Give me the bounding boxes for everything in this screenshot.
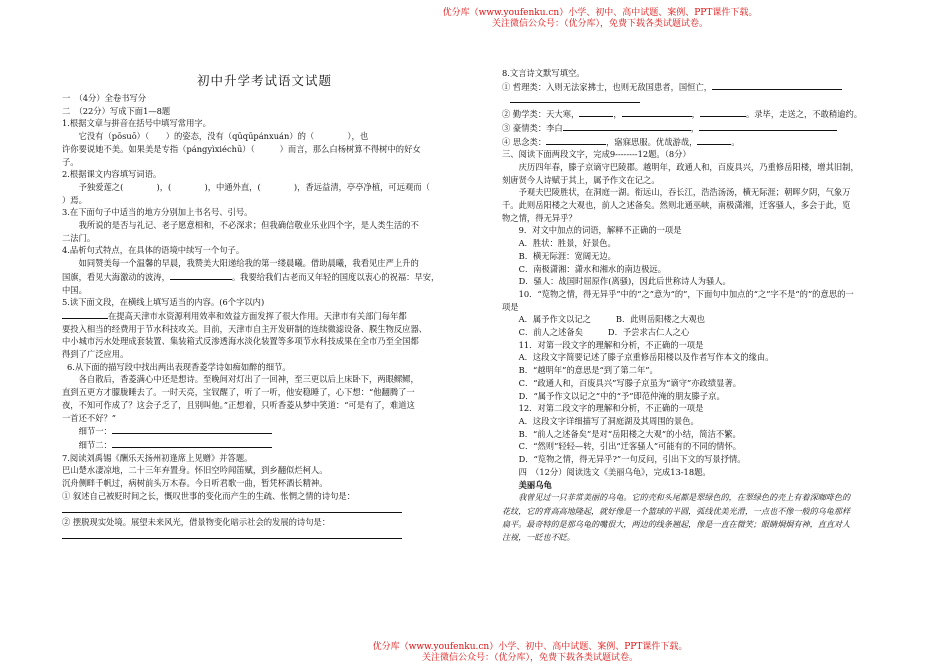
passage-1-line-a: 庆历四年春，滕子京谪守巴陵郡。越明年，政通人和，百废具兴，乃重修岳阳楼，增其旧制， (518, 161, 859, 172)
question-10: 10．“览物之情，得无异乎”中的“之”意为“的”，下面句中加点的“之”字不是“的”的意思的一 (518, 288, 854, 299)
answer-line (62, 529, 467, 543)
question-1-line-a: 它没有（pōsuō）（ ）的姿态，没有（qūqūpánxuán）的（ ），也 (78, 131, 369, 142)
question-4-text-2: 。我要给我们古老而又年轻的国度以衷心的祝福：早安， (231, 271, 440, 282)
answer-blank[interactable] (62, 529, 402, 539)
option-9d: D．骚人：战国时屈原作(离骚)，因此后世称诗人为骚人。 (518, 276, 731, 287)
answer-blank[interactable] (700, 107, 746, 117)
option-11d: D．“属予作文以记之”中的“予”即范仲淹的朋友滕子京。 (518, 390, 725, 401)
question-5-text: 在提高天津市水资源利用效率和效益方面发挥了很大作用。天津市有关部门每年都 (108, 310, 407, 321)
answer-blank[interactable] (112, 424, 272, 434)
option-9c: C．南极潇湘：潇水和湘水的南边极远。 (518, 263, 666, 274)
passage-1-line-b: 刻唐贤今人诗赋于其上，属予作文在记之。 (502, 174, 660, 185)
question-8-text-b1: ② 勤学类：天大寒， (502, 109, 580, 120)
answer-blank[interactable] (546, 135, 606, 145)
question-4-line-c: 中国。 (62, 284, 87, 295)
answer-line (502, 93, 927, 107)
question-6: 6.从下面的描写段中找出两出表现香菱学诗如痴如醉的细节。 (66, 361, 291, 372)
question-8-text-a: ① 哲理类：入则无法家拂士，也则无敌国患者，国恒亡， (502, 81, 713, 92)
question-12: 12．对第二段文字的理解和分析，不正确的一项是 (518, 403, 704, 414)
option-9a: A．胜状：胜景，好景色。 (518, 238, 616, 249)
option-12a: A．这段文字详细描写了洞庭湖及其周围的景色。 (518, 415, 699, 426)
question-8-text-d2: ，寤寐思服。优哉游哉， (606, 136, 698, 147)
question-8-text-b4: 。录毕，走送之，不敢稍逾约。 (745, 109, 863, 120)
question-8-line-b (502, 107, 927, 121)
story-line-3: 扁平。最奇特的是那乌龟的嘴很大，两边的线条翘起，像是一直在微笑；眼睛炯炯有神，直直对人 (502, 518, 851, 529)
section-one-heading: 一 （4分）全卷书写分 (62, 93, 147, 103)
header-line-2: 关注微信公众号：（优分库），免费下载各类试题试卷。 (491, 19, 708, 29)
question-9: 9．对文中加点的词语，解释不正确的一项是 (518, 225, 682, 236)
section-three-heading: 三、阅读下面两段文字，完成9--------12题。（8分） (502, 149, 691, 160)
question-2: 2.根据课文内容填写词语。 (62, 169, 162, 180)
detail-one-label: 细节一： (78, 426, 112, 437)
footer-line-1: 优分库（www.youfenku.cn）小学、初中、高中试题、案例、PPT课件下载。 (372, 642, 688, 652)
option-10cd: C．前人之述备矣 D．予尝求古仁人之心 (518, 327, 690, 338)
question-2-line-a: 予独爱莲之( )，( )，中通外直，( )，香远益清，亭亭净植，可远观而（ (78, 181, 430, 192)
section-two-heading: 二 （22分）写成下面1—8题 (62, 105, 171, 116)
question-2-line-b: ）焉。 (62, 194, 87, 205)
option-12b: B．“前人之述备矣”是对“岳阳楼之大观”的小结，简洁不繁。 (518, 428, 741, 439)
question-6-line-c: 夜，不知可作成了？这会子乏了，且别叫他。”正想着，只听香菱从梦中笑道：“可是有了，难道这 (62, 399, 415, 410)
option-11c: C．“政通人和，百废具兴”写滕子京虽为“谪守”亦政绩显著。 (518, 377, 742, 388)
poem-line-1: 巴山楚水凄凉地，二十三年弃置身。怀旧空吟闻笛赋，到乡翻似烂柯人。 (62, 465, 328, 476)
question-3-line-a: 我所说的是否与礼记、老子愿意相和，不必深求；但我确信敬业乐业四个字，是人类生活的不 (78, 220, 419, 231)
question-5-line-d: 得到了广泛应用。 (62, 349, 129, 360)
answer-blank[interactable] (170, 270, 232, 280)
question-8-text-d1: ④ 思念类： (502, 136, 547, 147)
detail-one-line (62, 424, 467, 438)
footer-line-2: 关注微信公众号：（优分库），免费下载各类试题试卷。 (421, 653, 638, 663)
question-10-line-b: 项是 (502, 301, 519, 312)
option-9b: B．横无际涯：宽阔无边。 (518, 250, 616, 261)
question-5-line-a (62, 309, 467, 323)
right-column (502, 67, 927, 544)
answer-blank[interactable] (622, 107, 692, 117)
comma: ， (690, 122, 700, 133)
question-4-line-b (62, 270, 467, 284)
passage-2-line-c: 物之情，得无异乎？ (502, 212, 577, 223)
answer-blank[interactable] (697, 135, 731, 145)
question-1-line-b: 许你要说她不美。如果美是专指（pángyìxiéchū）（ ）而言，那么白杨树算不得树中的好女 (62, 143, 421, 154)
question-6-line-b: 直到五更方才朦胧睡去了。一时天亮，宝钗醒了，听了一听，他安稳睡了，心下想：“他翻腾了一 (62, 387, 415, 398)
option-12c: C．“然则”轻轻—转，引出“迁客骚人”可能有的不同的情怀。 (518, 441, 742, 452)
comma: ， (691, 109, 700, 120)
question-5-line-c: 中小城市污水处理成套装置、集装箱式反渗透海水淡化装置等多项节水科技成果在全市乃至全国都 (62, 336, 419, 347)
answer-blank[interactable] (62, 503, 402, 513)
detail-two-line (62, 438, 467, 452)
answer-blank[interactable] (112, 438, 272, 448)
question-5: 5.读下面文段，在横线上填写适当的内容。(6个字以内) (62, 297, 265, 308)
header-line-1: 优分库（www.youfenku.cn）小学、初中、高中试题、案例、PPT课件下载。 (442, 8, 758, 18)
option-12d: D．“览物之情，得无异乎?”一句反问，引出下文的写景抒情。 (518, 454, 746, 465)
option-11a: A．这段文字简要记述了滕子京重修岳阳楼以及作者写作本文的缘由。 (518, 352, 774, 363)
question-5-line-b: 要投入相当的经费用于节水科技攻关。目前，天津市自主开发研制的连续微滤设备、膜生物反应器、 (62, 323, 428, 334)
question-1-line-c: 子。 (62, 156, 79, 167)
question-4-line-a: 如同赞美每一个温馨的早晨，我赞美大阳递给我的第一缕晨曦。借助晨曦，我看见庄严上升的 (78, 258, 419, 269)
answer-blank[interactable] (579, 107, 613, 117)
poem-line-2: 沉舟侧畔千帆过，病树前头万木春。今日听君歌一曲，暂凭杯酒长精神。 (62, 478, 328, 489)
question-3: 3.在下面句子中适当的地方分别加上书名号、引号。 (62, 207, 253, 218)
question-6-line-d: 一首还不好？” (62, 412, 117, 423)
passage-2-line-b: 千。此则岳阳楼之大观也，前人之述备矣。然则北通巫峡，南极潇湘，迁客骚人，多会于此，览 (502, 200, 851, 211)
answer-blank[interactable] (563, 121, 691, 131)
exam-title: 初中升学考试语文试题 (196, 73, 332, 88)
story-line-4: 注视，一眨也不眨。 (502, 532, 575, 543)
story-line-2: 花纹，它的背高高地隆起，就好像是一个篮球的半圆，弧线优美光滑，一点也不像一般的乌龟那样 (502, 505, 851, 516)
question-8-line-a (502, 80, 927, 94)
question-8-line-c (502, 121, 927, 135)
question-7: 7.阅读刘禹锡《酬乐天扬州初逢席上见赠》并答题。 (62, 452, 253, 463)
comma: ， (613, 109, 622, 120)
answer-blank[interactable] (712, 80, 842, 90)
question-8-text-c1: ③ 豪情类：李白 (502, 122, 563, 133)
question-4: 4.品析句式特点，在具体的语境中续写一个句子。 (62, 245, 245, 256)
question-1: 1.根据文章与拼音在括号中填写常用字。 (62, 118, 211, 129)
answer-blank[interactable] (510, 93, 640, 103)
question-4-text-1: 国旗，看见大海激动的波涛， (62, 271, 170, 282)
question-11: 11．对第一段文字的理解和分析，不正确的一项是 (518, 339, 704, 350)
question-7-sub-2: ② 摆脱现实处境。展望未来风光，借景物变化暗示社会的发展的诗句是： (62, 517, 331, 528)
option-10ab: A．属予作文以记之 B．此则岳阳楼之大观也 (518, 314, 705, 325)
question-8-line-d (502, 135, 927, 149)
footer-watermark (0, 642, 950, 664)
section-four-heading: 四 （12分）阅读选文《美丽乌龟》，完成13-18题。 (518, 466, 711, 477)
story-title: 美丽乌龟 (518, 479, 552, 490)
detail-two-label: 细节二： (78, 439, 112, 450)
answer-blank[interactable] (699, 121, 837, 131)
question-3-line-b: 二法门。 (62, 232, 96, 243)
passage-2-line-a: 予观夫巴陵胜状，在洞庭一湖。衔远山，吞长江，浩浩汤汤，横无际涯；朝晖夕阴，气象万 (518, 187, 851, 198)
period: 。 (731, 136, 740, 147)
left-column (62, 70, 467, 543)
answer-blank[interactable] (62, 309, 108, 319)
question-6-line-a: 各自散后，香菱满心中还是想诗。至晚间对灯出了一回神，至三更以后上床卧下，两眼鳏鳏， (78, 374, 419, 385)
story-line-1: 我曾见过一只非常美丽的乌龟。它的壳和头尾都是翠绿色的，在翠绿色的壳上有着深咖啡色的 (518, 492, 851, 503)
answer-line (62, 503, 467, 517)
question-7-sub-1: ① 叙述自己被贬时间之长，慨叹世事的变化而产生的生疏、怅惘之情的诗句是： (62, 490, 356, 501)
question-8: 8.文言诗文默写填空。 (502, 68, 585, 78)
header-watermark (0, 8, 950, 30)
option-11b: B．“越明年”的意思是“到了第二年”。 (518, 365, 658, 376)
